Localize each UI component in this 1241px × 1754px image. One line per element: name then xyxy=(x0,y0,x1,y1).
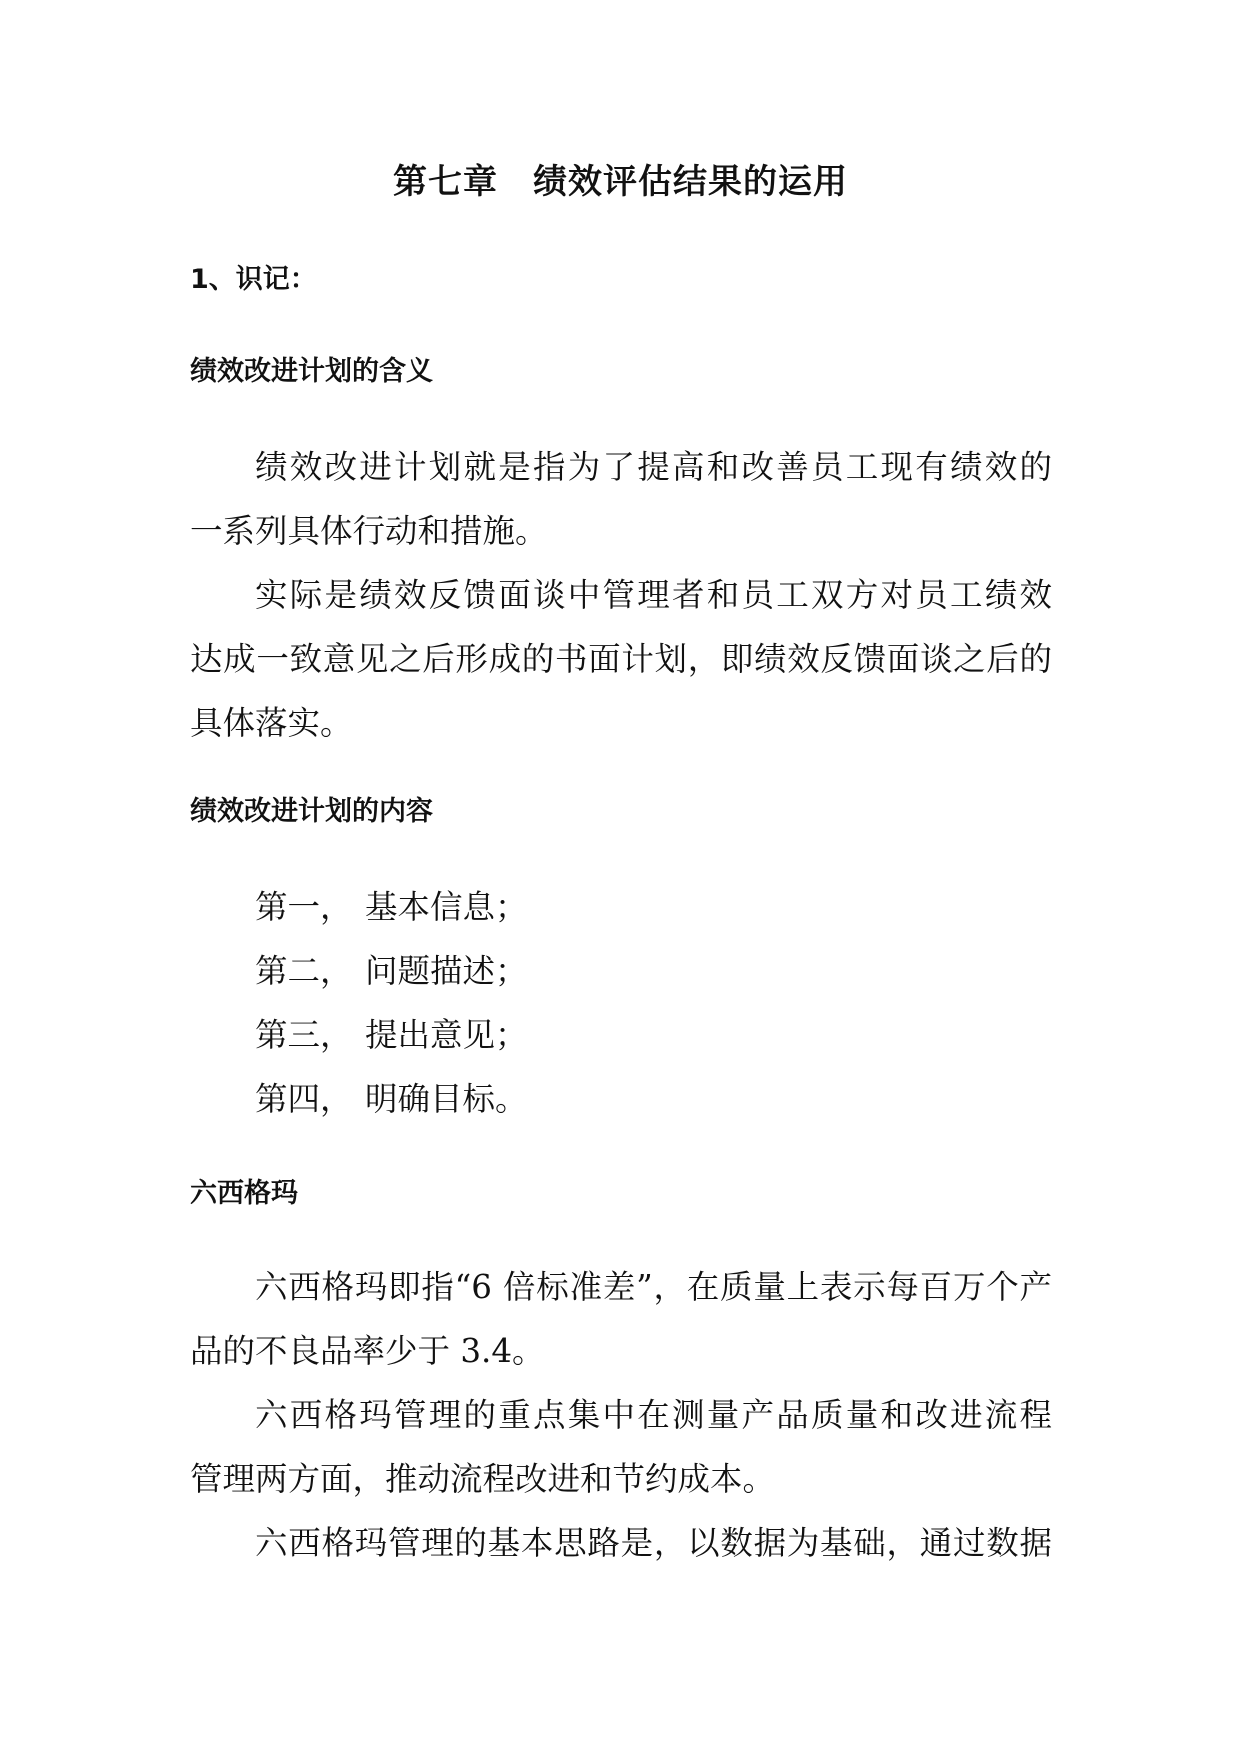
paragraph-line: 达成一致意见之后形成的书面计划，即绩效反馈面谈之后的 xyxy=(190,640,1052,678)
list-item xyxy=(255,1078,528,1120)
paragraph-line: 一系列具体行动和措施。 xyxy=(190,512,548,550)
topic-heading-content: 绩效改进计划的内容 xyxy=(190,796,433,827)
topic-heading-six-sigma: 六西格玛 xyxy=(190,1178,298,1209)
paragraph-line: 绩效改进计划就是指为了提高和改善员工现有绩效的 xyxy=(255,448,1052,486)
paragraph-line: 管理两方面，推动流程改进和节约成本。 xyxy=(190,1460,776,1498)
list-item-number: 第四， xyxy=(255,1080,353,1118)
section-label: 1、识记： xyxy=(190,264,317,295)
paragraph-line: 品的不良品率少于 3.4。 xyxy=(190,1332,545,1370)
list-item-number: 第三， xyxy=(255,1016,353,1054)
topic-heading-meaning: 绩效改进计划的含义 xyxy=(190,356,433,387)
list-item-number: 第二， xyxy=(255,952,353,990)
list-item-text: 明确目标。 xyxy=(365,1080,528,1118)
list-item-text: 提出意见； xyxy=(365,1016,528,1054)
list-item xyxy=(255,1014,528,1056)
list-item-text: 基本信息； xyxy=(365,888,528,926)
list-item xyxy=(255,950,528,992)
list-item-number: 第一， xyxy=(255,888,353,926)
paragraph-line: 六西格玛管理的重点集中在测量产品质量和改进流程 xyxy=(255,1396,1052,1434)
paragraph-line: 六西格玛管理的基本思路是，以数据为基础，通过数据 xyxy=(255,1524,1052,1562)
list-item xyxy=(255,886,528,928)
paragraph-line: 具体落实。 xyxy=(190,704,353,742)
chapter-title: 第七章 绩效评估结果的运用 xyxy=(393,162,848,202)
paragraph-line: 实际是绩效反馈面谈中管理者和员工双方对员工绩效 xyxy=(255,576,1052,614)
paragraph-line: 六西格玛即指“6 倍标准差”，在质量上表示每百万个产 xyxy=(255,1268,1052,1306)
list-item-text: 问题描述； xyxy=(365,952,528,990)
